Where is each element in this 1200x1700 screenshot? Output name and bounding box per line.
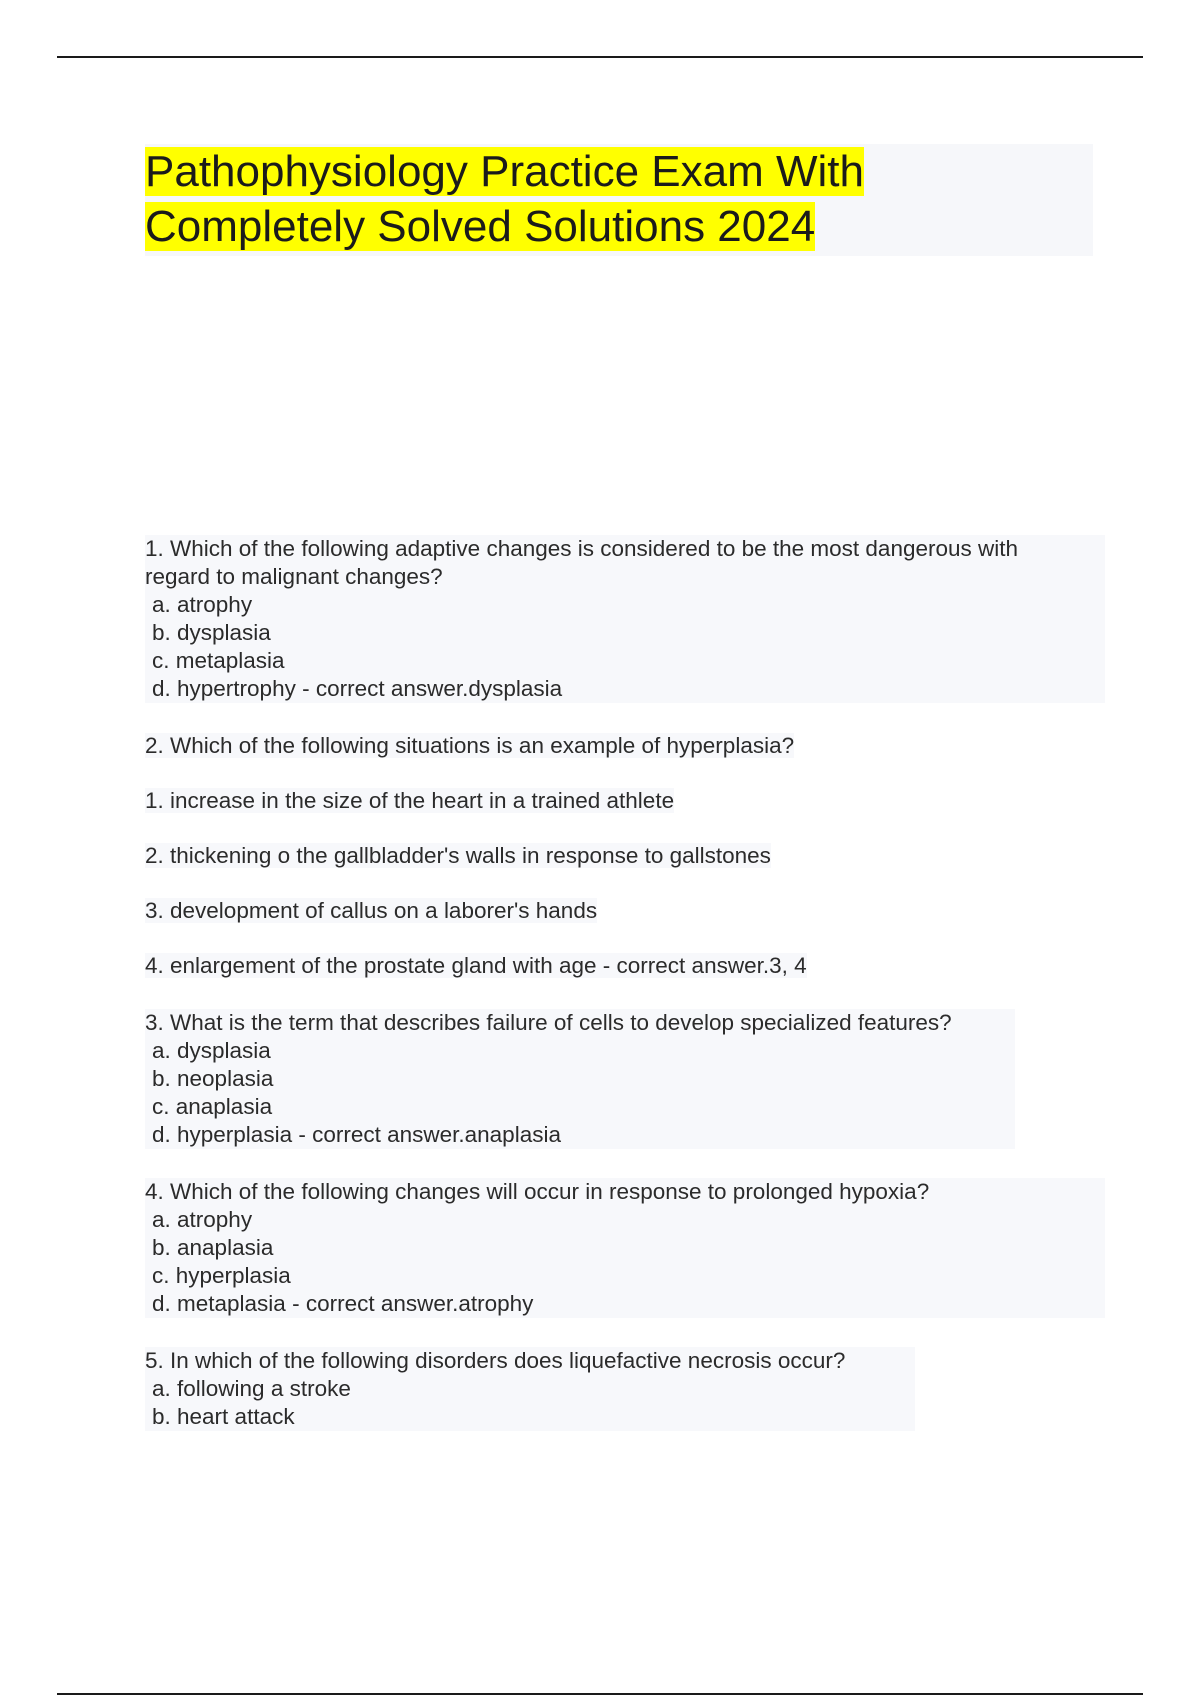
answer-option: a. dysplasia — [152, 1038, 271, 1063]
question-prompt: 3. What is the term that describes failure of cells to develop specialized features? — [145, 1010, 952, 1035]
answer-option: b. neoplasia — [152, 1066, 274, 1091]
answer-option: a. atrophy — [152, 1207, 253, 1232]
list-item: 3. development of callus on a laborer's hands — [145, 898, 598, 923]
title-line-1: Pathophysiology Practice Exam With — [145, 147, 864, 196]
question-5 — [145, 1347, 915, 1431]
question-4 — [145, 1178, 1105, 1318]
answer-option: b. heart attack — [152, 1404, 295, 1429]
top-rule — [57, 56, 1143, 58]
answer-option: b. dysplasia — [152, 620, 271, 645]
list-item: 2. thickening o the gallbladder's walls in response to gallstones — [145, 843, 771, 868]
answer-option: a. atrophy — [152, 592, 253, 617]
question-prompt-continued: regard to malignant changes? — [145, 564, 443, 589]
answer-option: b. anaplasia — [152, 1235, 274, 1260]
answer-option: d. hypertrophy - correct answer.dysplasia — [152, 676, 563, 701]
list-item: 4. enlargement of the prostate gland with age - correct answer.3, 4 — [145, 953, 807, 978]
answer-option: d. hyperplasia - correct answer.anaplasia — [152, 1122, 561, 1147]
answer-option: d. metaplasia - correct answer.atrophy — [152, 1291, 534, 1316]
question-3 — [145, 1009, 1015, 1149]
list-item: 1. increase in the size of the heart in a trained athlete — [145, 788, 675, 813]
bottom-rule — [57, 1693, 1143, 1695]
question-prompt: 5. In which of the following disorders does liquefactive necrosis occur? — [145, 1348, 846, 1373]
answer-option: c. metaplasia — [152, 648, 285, 673]
document-title — [145, 144, 1093, 254]
title-block — [145, 144, 1093, 256]
question-1 — [145, 535, 1105, 703]
answer-option: c. anaplasia — [152, 1094, 273, 1119]
question-2-prompt: 2. Which of the following situations is an example of hyperplasia? — [145, 733, 795, 758]
question-prompt: 4. Which of the following changes will occur in response to prolonged hypoxia? — [145, 1179, 930, 1204]
answer-option: c. hyperplasia — [152, 1263, 291, 1288]
title-line-2: Completely Solved Solutions 2024 — [145, 202, 816, 251]
answer-option: a. following a stroke — [152, 1376, 351, 1401]
question-prompt: 1. Which of the following adaptive changes is considered to be the most dangerous with — [145, 536, 1019, 561]
questions-content — [145, 535, 1105, 1431]
